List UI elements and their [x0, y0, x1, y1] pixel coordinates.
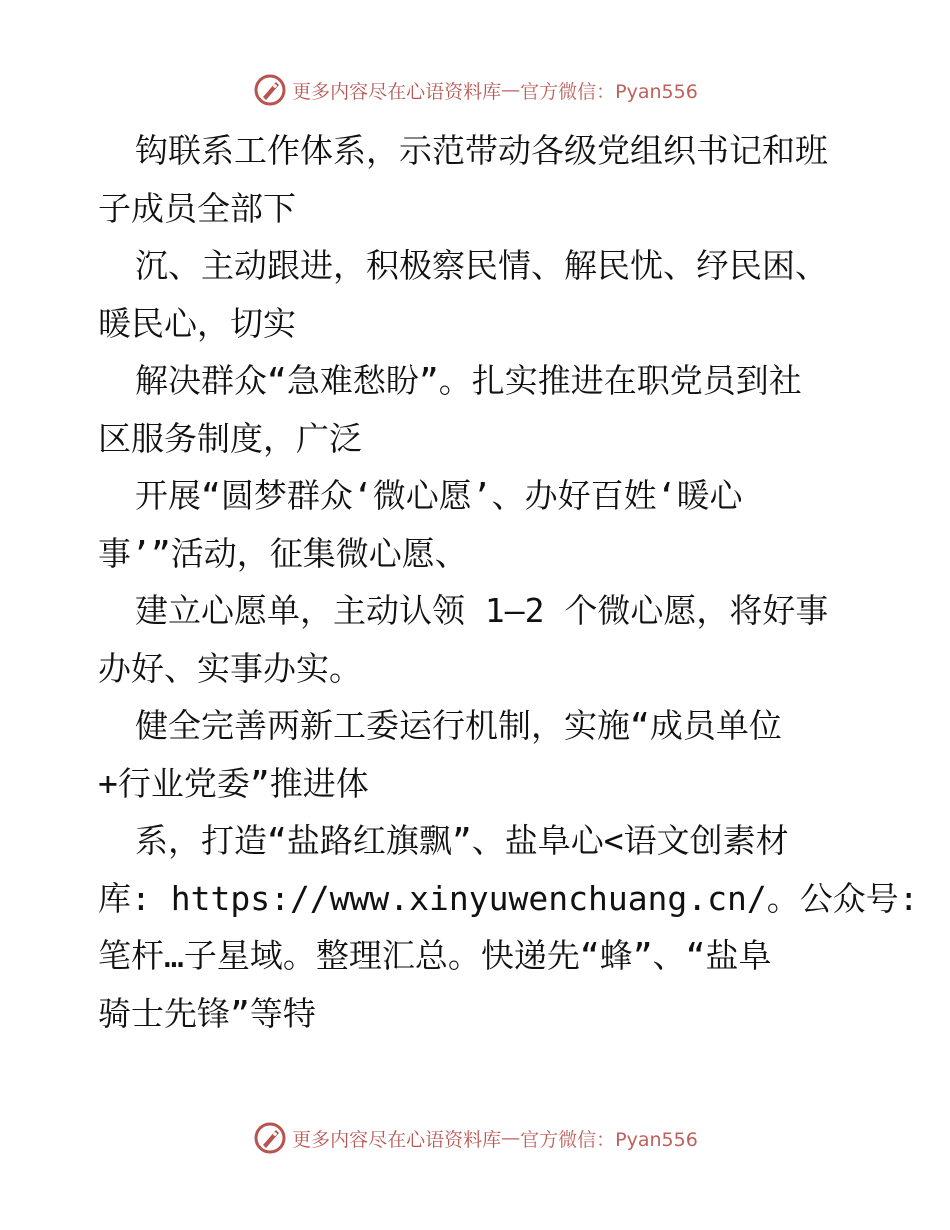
text-line: 事’”活动，征集微心愿、 — [98, 533, 468, 573]
footer-brand-text: 更多内容尽在心语资料库 — [292, 1128, 502, 1151]
text-line: 骑士先锋”等特 — [98, 993, 316, 1033]
text-line: +行业党委”推进体 — [98, 763, 369, 803]
text-line: 区服务制度，广泛 — [98, 418, 362, 458]
text-line: 钩联系工作体系，示范带动各级党组织书记和班 — [135, 131, 828, 170]
text-line: 笔杆…子星域。整理汇总。快递先“蜂”、“盐阜 — [98, 936, 772, 975]
text-line: 系，打造“盐路红旗飘”、盐阜心<语文创素材 — [135, 821, 789, 860]
header-wechat-text: 官方微信：Pyan556 — [520, 80, 698, 103]
header-watermark — [0, 70, 950, 110]
header-brand-text: 更多内容尽在心语资料库 — [292, 80, 502, 103]
text-line: 解决群众“急难愁盼”。扎实推进在职党员到社 — [135, 361, 802, 400]
footer-wechat-text: 官方微信：Pyan556 — [520, 1128, 698, 1151]
footer-watermark — [0, 1118, 950, 1158]
text-line: 健全完善两新工委运行机制，实施“成员单位 — [135, 706, 782, 745]
text-line: 办好、实事办实。 — [98, 648, 362, 688]
text-line: 库: https://www.xinyuwenchuang.cn/。公众号: — [98, 878, 919, 918]
text-line: 暖民心，切实 — [98, 303, 296, 343]
pen-nib-logo-icon — [252, 1120, 288, 1156]
pen-nib-logo-icon — [252, 72, 288, 108]
header-separator: — — [501, 79, 521, 101]
text-line: 开展“圆梦群众‘微心愿’、办好百姓‘暖心 — [135, 476, 743, 515]
body-text — [98, 122, 919, 1042]
footer-separator: — — [501, 1127, 521, 1149]
text-line: 沉、主动跟进，积极察民情、解民忧、纾民困、 — [135, 246, 828, 285]
text-line: 建立心愿单，主动认领 1—2 个微心愿，将好事 — [135, 591, 829, 630]
text-line: 子成员全部下 — [98, 188, 296, 228]
